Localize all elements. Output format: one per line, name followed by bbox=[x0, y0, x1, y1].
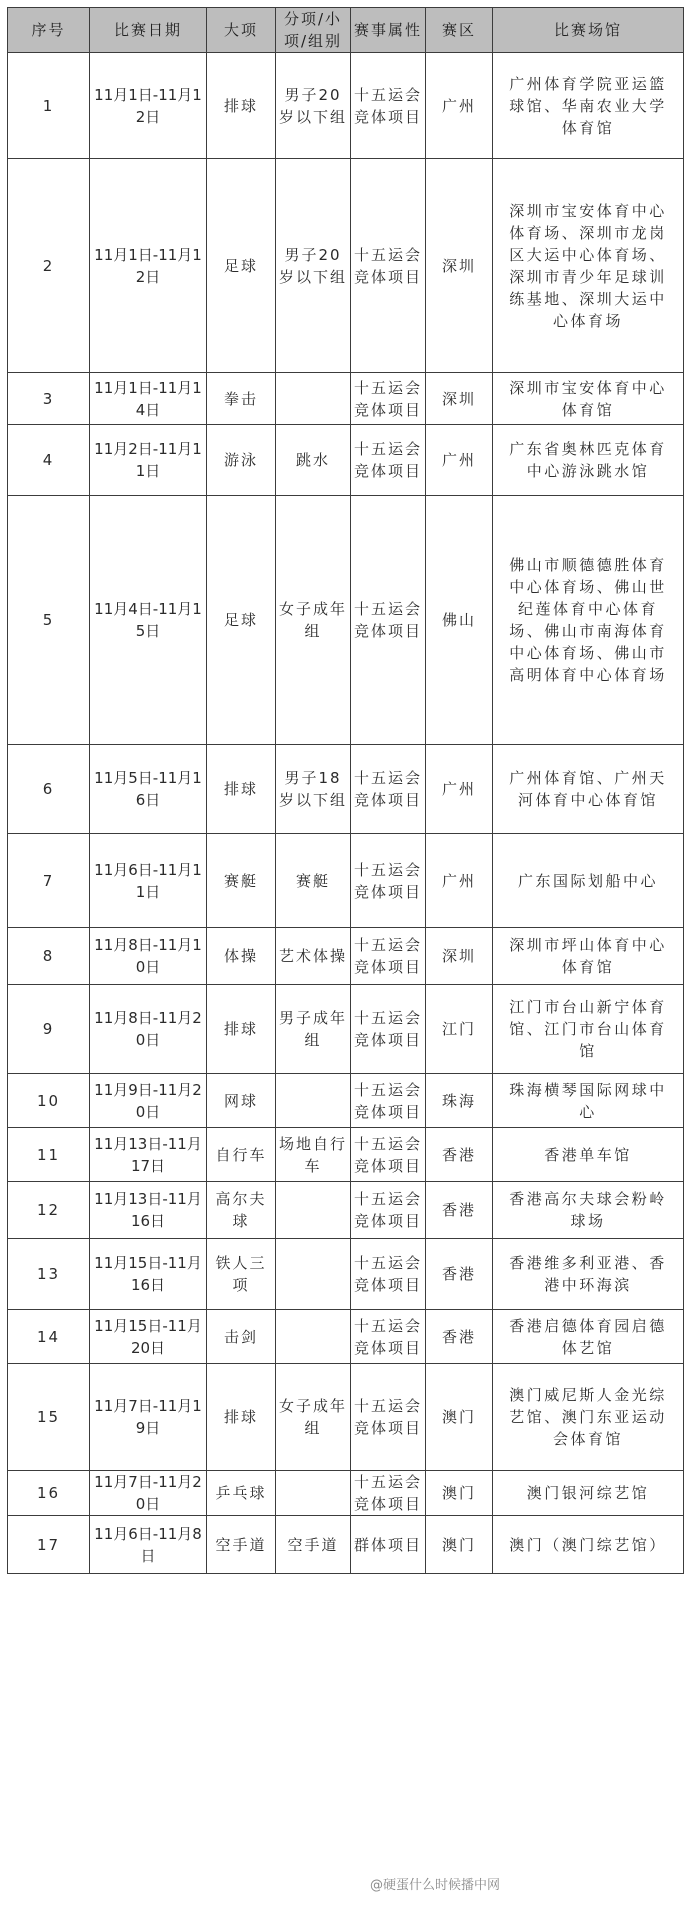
category-cell: 十五运会竞体项目 bbox=[351, 745, 426, 834]
category-cell: 十五运会竞体项目 bbox=[351, 425, 426, 496]
table-row bbox=[8, 1128, 684, 1182]
zone-cell: 江门 bbox=[426, 985, 493, 1074]
category-cell: 十五运会竞体项目 bbox=[351, 1364, 426, 1471]
category-cell: 十五运会竞体项目 bbox=[351, 159, 426, 373]
table-header-row bbox=[8, 8, 684, 53]
header-category: 赛事属性 bbox=[351, 8, 426, 53]
sport-cell: 游泳 bbox=[207, 425, 276, 496]
date-cell: 11月6日-11月11日 bbox=[90, 834, 207, 928]
seq-cell: 5 bbox=[8, 496, 90, 745]
date-cell: 11月2日-11月11日 bbox=[90, 425, 207, 496]
sport-cell: 赛艇 bbox=[207, 834, 276, 928]
event-cell: 男子20岁以下组 bbox=[276, 159, 351, 373]
venue-cell: 香港启德体育园启德体艺馆 bbox=[493, 1310, 684, 1364]
seq-cell: 1 bbox=[8, 53, 90, 159]
seq-cell: 9 bbox=[8, 985, 90, 1074]
date-cell: 11月15日-11月20日 bbox=[90, 1310, 207, 1364]
category-cell: 十五运会竞体项目 bbox=[351, 496, 426, 745]
sport-cell: 体操 bbox=[207, 928, 276, 985]
table-row bbox=[8, 745, 684, 834]
seq-cell: 8 bbox=[8, 928, 90, 985]
category-cell: 十五运会竞体项目 bbox=[351, 53, 426, 159]
event-cell: 女子成年组 bbox=[276, 496, 351, 745]
zone-cell: 澳门 bbox=[426, 1471, 493, 1516]
event-cell: 女子成年组 bbox=[276, 1364, 351, 1471]
sport-cell: 排球 bbox=[207, 1364, 276, 1471]
sport-cell: 空手道 bbox=[207, 1516, 276, 1574]
event-cell: 男子成年组 bbox=[276, 985, 351, 1074]
watermark-text: @硬蛋什么时候播中网 bbox=[370, 1878, 501, 1893]
venue-cell: 广东国际划船中心 bbox=[493, 834, 684, 928]
table-row bbox=[8, 425, 684, 496]
category-cell: 十五运会竞体项目 bbox=[351, 928, 426, 985]
header-venue: 比赛场馆 bbox=[493, 8, 684, 53]
seq-cell: 6 bbox=[8, 745, 90, 834]
category-cell: 十五运会竞体项目 bbox=[351, 1471, 426, 1516]
venue-cell: 澳门银河综艺馆 bbox=[493, 1471, 684, 1516]
venue-cell: 深圳市宝安体育中心体育场、深圳市龙岗区大运中心体育场、深圳市青少年足球训练基地、深圳大运中心体育场 bbox=[493, 159, 684, 373]
header-seq: 序号 bbox=[8, 8, 90, 53]
zone-cell: 深圳 bbox=[426, 159, 493, 373]
seq-cell: 11 bbox=[8, 1128, 90, 1182]
seq-cell: 13 bbox=[8, 1239, 90, 1310]
zone-cell: 广州 bbox=[426, 745, 493, 834]
sport-cell: 铁人三项 bbox=[207, 1239, 276, 1310]
seq-cell: 10 bbox=[8, 1074, 90, 1128]
zone-cell: 澳门 bbox=[426, 1516, 493, 1574]
seq-cell: 15 bbox=[8, 1364, 90, 1471]
category-cell: 群体项目 bbox=[351, 1516, 426, 1574]
sport-cell: 排球 bbox=[207, 745, 276, 834]
venue-cell: 香港高尔夫球会粉岭球场 bbox=[493, 1182, 684, 1239]
date-cell: 11月5日-11月16日 bbox=[90, 745, 207, 834]
event-cell: 男子18岁以下组 bbox=[276, 745, 351, 834]
category-cell: 十五运会竞体项目 bbox=[351, 834, 426, 928]
header-zone: 赛区 bbox=[426, 8, 493, 53]
date-cell: 11月8日-11月20日 bbox=[90, 985, 207, 1074]
header-date: 比赛日期 bbox=[90, 8, 207, 53]
event-cell: 跳水 bbox=[276, 425, 351, 496]
date-cell: 11月4日-11月15日 bbox=[90, 496, 207, 745]
competition-schedule-table bbox=[7, 7, 684, 1574]
table-row bbox=[8, 1364, 684, 1471]
date-cell: 11月9日-11月20日 bbox=[90, 1074, 207, 1128]
event-cell bbox=[276, 1239, 351, 1310]
table-row bbox=[8, 373, 684, 425]
header-event: 分项/小项/组别 bbox=[276, 8, 351, 53]
sport-cell: 排球 bbox=[207, 985, 276, 1074]
table-row bbox=[8, 1310, 684, 1364]
seq-cell: 14 bbox=[8, 1310, 90, 1364]
sport-cell: 击剑 bbox=[207, 1310, 276, 1364]
table-row bbox=[8, 1182, 684, 1239]
venue-cell: 佛山市顺德德胜体育中心体育场、佛山世纪莲体育中心体育场、佛山市南海体育中心体育场、佛山市高明体育中心体育场 bbox=[493, 496, 684, 745]
venue-cell: 澳门威尼斯人金光综艺馆、澳门东亚运动会体育馆 bbox=[493, 1364, 684, 1471]
event-cell: 艺术体操 bbox=[276, 928, 351, 985]
zone-cell: 香港 bbox=[426, 1310, 493, 1364]
sport-cell: 足球 bbox=[207, 496, 276, 745]
date-cell: 11月8日-11月10日 bbox=[90, 928, 207, 985]
venue-cell: 江门市台山新宁体育馆、江门市台山体育馆 bbox=[493, 985, 684, 1074]
schedule-table-container bbox=[7, 7, 683, 1574]
table-row bbox=[8, 985, 684, 1074]
date-cell: 11月6日-11月8日 bbox=[90, 1516, 207, 1574]
venue-cell: 深圳市宝安体育中心体育馆 bbox=[493, 373, 684, 425]
category-cell: 十五运会竞体项目 bbox=[351, 1239, 426, 1310]
zone-cell: 珠海 bbox=[426, 1074, 493, 1128]
event-cell: 场地自行车 bbox=[276, 1128, 351, 1182]
table-body bbox=[8, 53, 684, 1574]
seq-cell: 17 bbox=[8, 1516, 90, 1574]
sport-cell: 拳击 bbox=[207, 373, 276, 425]
seq-cell: 12 bbox=[8, 1182, 90, 1239]
venue-cell: 澳门（澳门综艺馆） bbox=[493, 1516, 684, 1574]
zone-cell: 佛山 bbox=[426, 496, 493, 745]
category-cell: 十五运会竞体项目 bbox=[351, 373, 426, 425]
zone-cell: 广州 bbox=[426, 834, 493, 928]
event-cell: 男子20岁以下组 bbox=[276, 53, 351, 159]
date-cell: 11月15日-11月16日 bbox=[90, 1239, 207, 1310]
sport-cell: 高尔夫球 bbox=[207, 1182, 276, 1239]
venue-cell: 广州体育馆、广州天河体育中心体育馆 bbox=[493, 745, 684, 834]
category-cell: 十五运会竞体项目 bbox=[351, 1128, 426, 1182]
sport-cell: 网球 bbox=[207, 1074, 276, 1128]
table-row bbox=[8, 496, 684, 745]
event-cell bbox=[276, 1471, 351, 1516]
date-cell: 11月7日-11月20日 bbox=[90, 1471, 207, 1516]
table-row bbox=[8, 928, 684, 985]
event-cell bbox=[276, 373, 351, 425]
category-cell: 十五运会竞体项目 bbox=[351, 1074, 426, 1128]
event-cell bbox=[276, 1074, 351, 1128]
table-row bbox=[8, 1471, 684, 1516]
venue-cell: 深圳市坪山体育中心体育馆 bbox=[493, 928, 684, 985]
zone-cell: 深圳 bbox=[426, 373, 493, 425]
date-cell: 11月13日-11月17日 bbox=[90, 1128, 207, 1182]
zone-cell: 广州 bbox=[426, 53, 493, 159]
zone-cell: 广州 bbox=[426, 425, 493, 496]
sport-cell: 足球 bbox=[207, 159, 276, 373]
table-row bbox=[8, 1516, 684, 1574]
event-cell: 赛艇 bbox=[276, 834, 351, 928]
venue-cell: 珠海横琴国际网球中心 bbox=[493, 1074, 684, 1128]
venue-cell: 香港单车馆 bbox=[493, 1128, 684, 1182]
date-cell: 11月1日-11月12日 bbox=[90, 159, 207, 373]
event-cell bbox=[276, 1310, 351, 1364]
sport-cell: 自行车 bbox=[207, 1128, 276, 1182]
seq-cell: 3 bbox=[8, 373, 90, 425]
venue-cell: 广东省奥林匹克体育中心游泳跳水馆 bbox=[493, 425, 684, 496]
seq-cell: 4 bbox=[8, 425, 90, 496]
zone-cell: 香港 bbox=[426, 1182, 493, 1239]
table-row bbox=[8, 834, 684, 928]
date-cell: 11月7日-11月19日 bbox=[90, 1364, 207, 1471]
zone-cell: 香港 bbox=[426, 1128, 493, 1182]
zone-cell: 深圳 bbox=[426, 928, 493, 985]
category-cell: 十五运会竞体项目 bbox=[351, 1182, 426, 1239]
table-row bbox=[8, 53, 684, 159]
category-cell: 十五运会竞体项目 bbox=[351, 985, 426, 1074]
sport-cell: 乒乓球 bbox=[207, 1471, 276, 1516]
sport-cell: 排球 bbox=[207, 53, 276, 159]
table-row bbox=[8, 1239, 684, 1310]
header-sport: 大项 bbox=[207, 8, 276, 53]
zone-cell: 澳门 bbox=[426, 1364, 493, 1471]
category-cell: 十五运会竞体项目 bbox=[351, 1310, 426, 1364]
event-cell bbox=[276, 1182, 351, 1239]
date-cell: 11月1日-11月12日 bbox=[90, 53, 207, 159]
date-cell: 11月1日-11月14日 bbox=[90, 373, 207, 425]
seq-cell: 16 bbox=[8, 1471, 90, 1516]
seq-cell: 7 bbox=[8, 834, 90, 928]
seq-cell: 2 bbox=[8, 159, 90, 373]
date-cell: 11月13日-11月16日 bbox=[90, 1182, 207, 1239]
venue-cell: 广州体育学院亚运篮球馆、华南农业大学体育馆 bbox=[493, 53, 684, 159]
event-cell: 空手道 bbox=[276, 1516, 351, 1574]
table-row bbox=[8, 1074, 684, 1128]
venue-cell: 香港维多利亚港、香港中环海滨 bbox=[493, 1239, 684, 1310]
table-row bbox=[8, 159, 684, 373]
zone-cell: 香港 bbox=[426, 1239, 493, 1310]
